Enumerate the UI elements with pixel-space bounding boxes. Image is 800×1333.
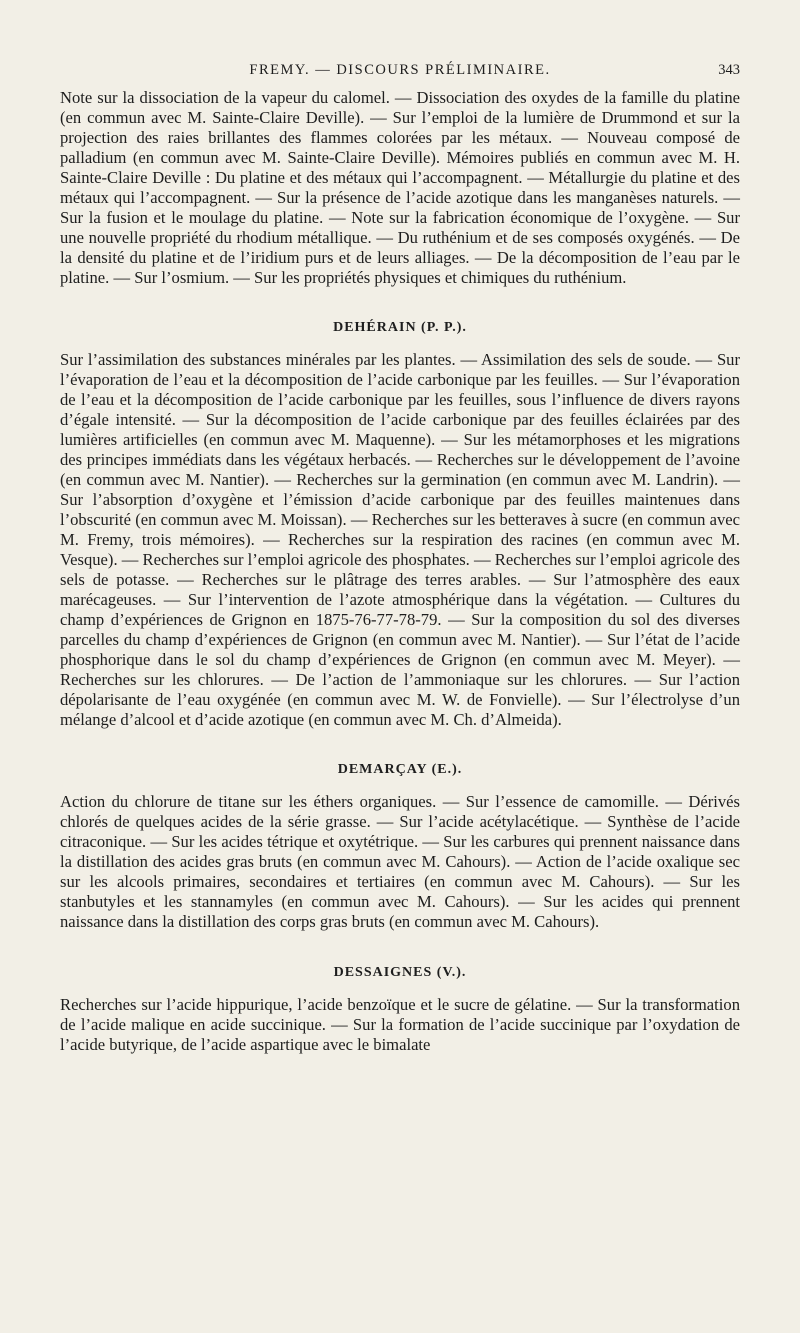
running-head [60, 62, 740, 86]
page-content [60, 88, 740, 1055]
fremy-publications-paragraph: Note sur la dissociation de la vapeur du calomel. — Dissociation des oxydes de la famille du platine (en commun avec M. Sainte-Claire Deville). — Sur l’emploi de la lumière de Drummond et sur la projection des raies brillantes des flammes colorées par les métaux. — Nouveau composé de palladium (en commun avec M. Sainte-Claire Deville). Mémoires publiés en commun avec M. H. Sainte-Claire Deville : Du platine et des métaux qui l’accompagnent. — Métallurgie du platine et des métaux qui l’accompagnent. — Sur la présence de l’acide azotique dans les manganèses naturels. — Sur la fusion et le moulage du platine. — Note sur la fabrication économique de l’oxygène. — Sur une nouvelle propriété du rhodium métallique. — Du ruthénium et de ses composés oxygénés. — De la densité du platine et de l’iridium purs et de leurs alliages. — De la décomposition de l’eau par le platine. — Sur l’osmium. — Sur les propriétés physiques et chimiques du ruthénium. [60, 88, 740, 287]
running-title: FREMY. — DISCOURS PRÉLIMINAIRE. [249, 62, 551, 78]
deherain-publications-paragraph: Sur l’assimilation des substances minérales par les plantes. — Assimilation des sels de soude. — Sur l’évaporation de l’eau et la décomposition de l’acide carbonique par les feuilles. — Sur l’évaporation de l’eau et la décomposition de l’acide carbonique par les feuilles, sous l’influence de divers rayons d’égale intensité. — Sur la décomposition de l’acide carbonique par des feuilles éclairées par des lumières artificielles (en commun avec M. Maquenne). — Sur les métamorphoses et les migrations des principes immédiats dans les végétaux herbacés. — Recherches sur le développement de l’avoine (en commun avec M. Nantier). — Recherches sur la germination (en commun avec M. Landrin). — Sur l’absorption d’oxygène et l’émission d’acide carbonique par des feuilles maintenues dans l’obscurité (en commun avec M. Moissan). — Recherches sur les betteraves à sucre (en commun avec M. Fremy, trois mémoires). — Recherches sur la respiration des racines (en commun avec M. Vesque). — Recherches sur l’emploi agricole des phosphates. — Recherches sur l’emploi agricole des sels de potasse. — Recherches sur le plâtrage des terres arables. — Sur l’atmosphère des eaux marécageuses. — Sur l’intervention de l’azote atmosphérique dans la végétation. — Cultures du champ d’expériences de Grignon en 1875-76-77-78-79. — Sur la composition du sol des diverses parcelles du champ d’expériences de Grignon (en commun avec M. Nantier). — Sur l’état de l’acide phosphorique dans le sol du champ d’expériences de Grignon (en commun avec M. Meyer). — Recherches sur les chlorures. — De l’action de l’ammoniaque sur les chlorures. — Sur l’action dépolarisante de l’eau oxygénée (en commun avec M. W. de Fonvielle). — Sur l’électrolyse d’un mélange d’alcool et d’acide azotique (en commun avec M. Ch. d’Almeida). [60, 350, 740, 729]
section-heading-deherain: DEHÉRAIN (P. P.). [333, 320, 467, 335]
section-heading-dessaignes: DESSAIGNES (V.). [333, 965, 467, 980]
demarcay-publications-paragraph: Action du chlorure de titane sur les éthers organiques. — Sur l’essence de camomille. — Dérivés chlorés de quelques acides de la série grasse. — Sur l’acide acétylacétique. — Synthèse de l’acide citraconique. — Sur les acides tétrique et oxytétrique. — Sur les carbures qui prennent naissance dans la distillation des acides gras bruts (en commun avec M. Cahours). — Action de l’acide oxalique sec sur les alcools primaires, secondaires et tertiaires (en commun avec M. Cahours). — Sur les stanbutyles et les stannamyles (en commun avec M. Cahours). — Sur les acides qui prennent naissance dans la distillation des corps gras bruts (en commun avec M. Cahours). [60, 792, 740, 931]
page-number: 343 [718, 62, 740, 78]
section-heading-demarcay: DEMARÇAY (E.). [337, 762, 463, 777]
dessaignes-publications-paragraph: Recherches sur l’acide hippurique, l’acide benzoïque et le sucre de gélatine. — Sur la transformation de l’acide malique en acide succinique. — Sur la formation de l’acide succinique par l’oxydation de l’acide butyrique, de l’acide aspartique avec le bimalate [60, 995, 740, 1054]
